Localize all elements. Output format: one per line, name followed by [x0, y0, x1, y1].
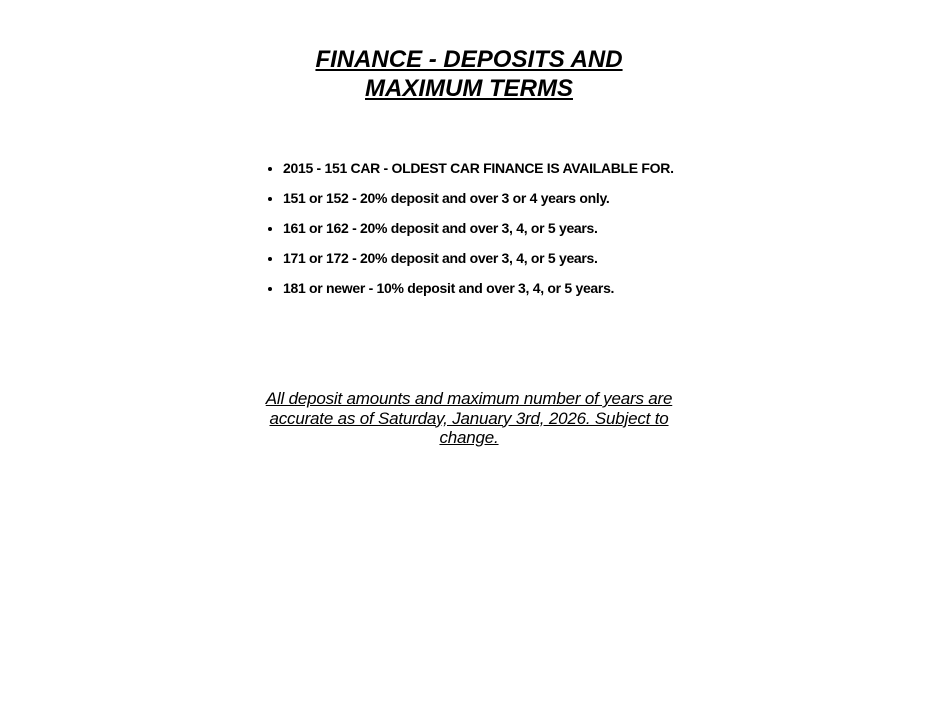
list-item: • 151 or 152 - 20% deposit and over 3 or 4 years only. [283, 190, 938, 206]
list-item: • 161 or 162 - 20% deposit and over 3, 4, or 5 years. [283, 220, 938, 236]
list-item: • 171 or 172 - 20% deposit and over 3, 4, or 5 years. [283, 250, 938, 266]
page-title: FINANCE - DEPOSITS AND MAXIMUM TERMS [315, 46, 623, 102]
list-item: • 2015 - 151 CAR - OLDEST CAR FINANCE IS AVAILABLE FOR. [283, 160, 938, 176]
list-item: • 181 or newer - 10% deposit and over 3, 4, or 5 years. [283, 280, 938, 296]
disclaimer-note: All deposit amounts and maximum number of years are accurate as of Saturday, January 3rd, 2026. Subject to change. [265, 389, 673, 447]
finance-terms-list [0, 160, 938, 296]
